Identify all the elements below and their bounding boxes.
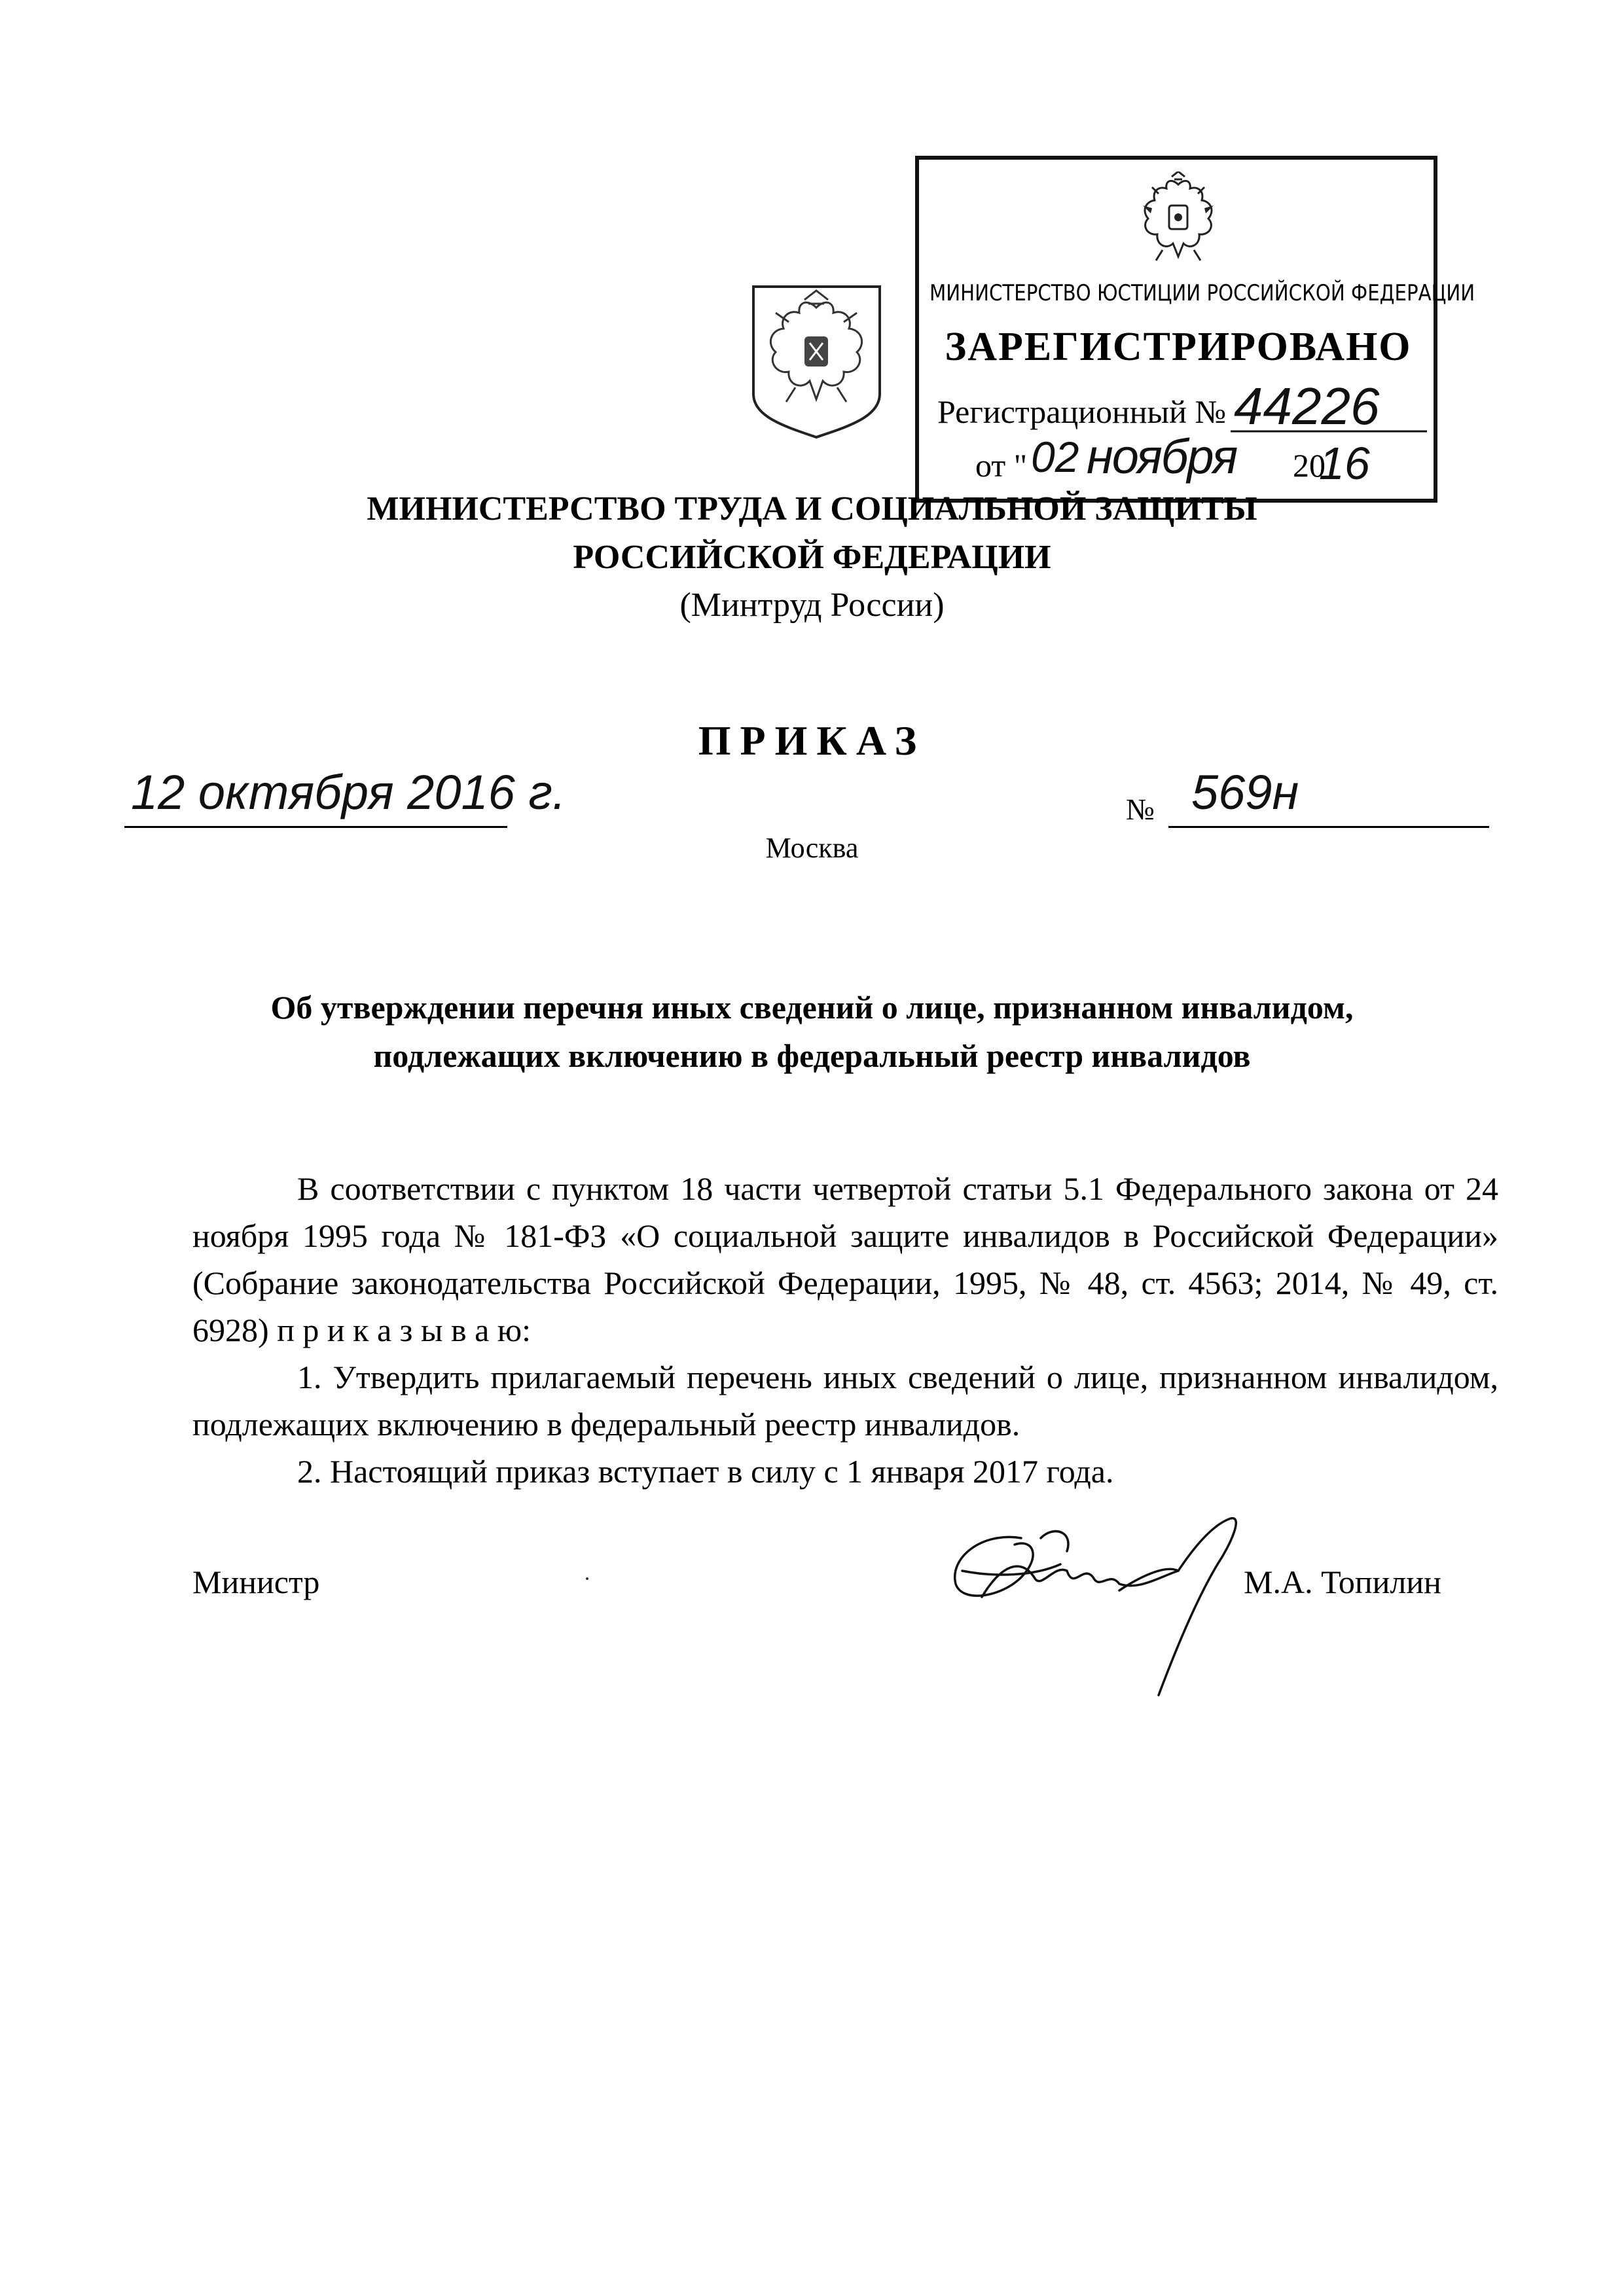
stamp-reg-underline (1231, 429, 1427, 434)
signature-icon (943, 1499, 1250, 1708)
order-number-label: № (1126, 793, 1155, 826)
stamp-date-month: ноября (1087, 429, 1237, 484)
order-date-underline (124, 826, 507, 828)
ministry-name-line2: РОССИЙСКОЙ ФЕДЕРАЦИИ (573, 539, 1051, 576)
order-title: ПРИКАЗ (698, 717, 926, 764)
body-paragraph-1: В соответствии с пунктом 18 части четвертой статьи 5.1 Федерального закона от 24 ноября 1995 года № 181-ФЗ «О социальной защите инвалидов в Российской Федерации» (Собрание законодательства Российской Федерации, 1995, № 48, ст. 4563; 2014, № 49, ст. 6928) п р и к а з ы в а ю: (192, 1170, 1498, 1348)
order-number-underline (1168, 826, 1489, 828)
stamp-reg-number: 44226 (1234, 377, 1380, 435)
stamp-status: ЗАРЕГИСТРИРОВАНО (945, 325, 1412, 369)
stamp-authority: МИНИСТЕРСТВО ЮСТИЦИИ РОССИЙСКОЙ ФЕДЕРАЦИИ (929, 280, 1475, 306)
stamp-date-year-prefix: 20 (1293, 447, 1326, 484)
ministry-short-name: (Минтруд России) (679, 586, 945, 624)
order-number: 569н (1191, 765, 1299, 819)
stamp-date-day: 02 (1031, 433, 1079, 481)
signatory-name: М.А. Топилин (1244, 1564, 1441, 1600)
body-paragraph-3: 2. Настоящий приказ вступает в силу с 1 января 2017 года. (297, 1453, 1114, 1490)
stray-dot (586, 1577, 588, 1580)
order-city: Москва (765, 832, 859, 864)
order-date: 12 октября 2016 г. (131, 765, 566, 819)
body-paragraph-2: 1. Утвердить прилагаемый перечень иных сведений о лице, признанном инвалидом, подлежащих включению в федеральный реестр инвалидов. (192, 1359, 1498, 1443)
subject-line1: Об утверждении перечня иных сведений о лице, признанном инвалидом, (270, 989, 1354, 1026)
ministry-name-line1: МИНИСТЕРСТВО ТРУДА И СОЦИАЛЬНОЙ ЗАЩИТЫ (367, 490, 1257, 528)
stamp-date-prefix: от " (975, 447, 1028, 484)
subject-line2: подлежащих включению в федеральный реестр инвалидов (373, 1037, 1251, 1074)
stamp-emblem-icon (1132, 171, 1224, 270)
coat-of-arms-icon (749, 283, 884, 440)
stamp-date-year-suffix: 16 (1319, 438, 1370, 489)
signatory-role: Министр (192, 1564, 320, 1600)
stamp-reg-label: Регистрационный № (937, 393, 1227, 430)
